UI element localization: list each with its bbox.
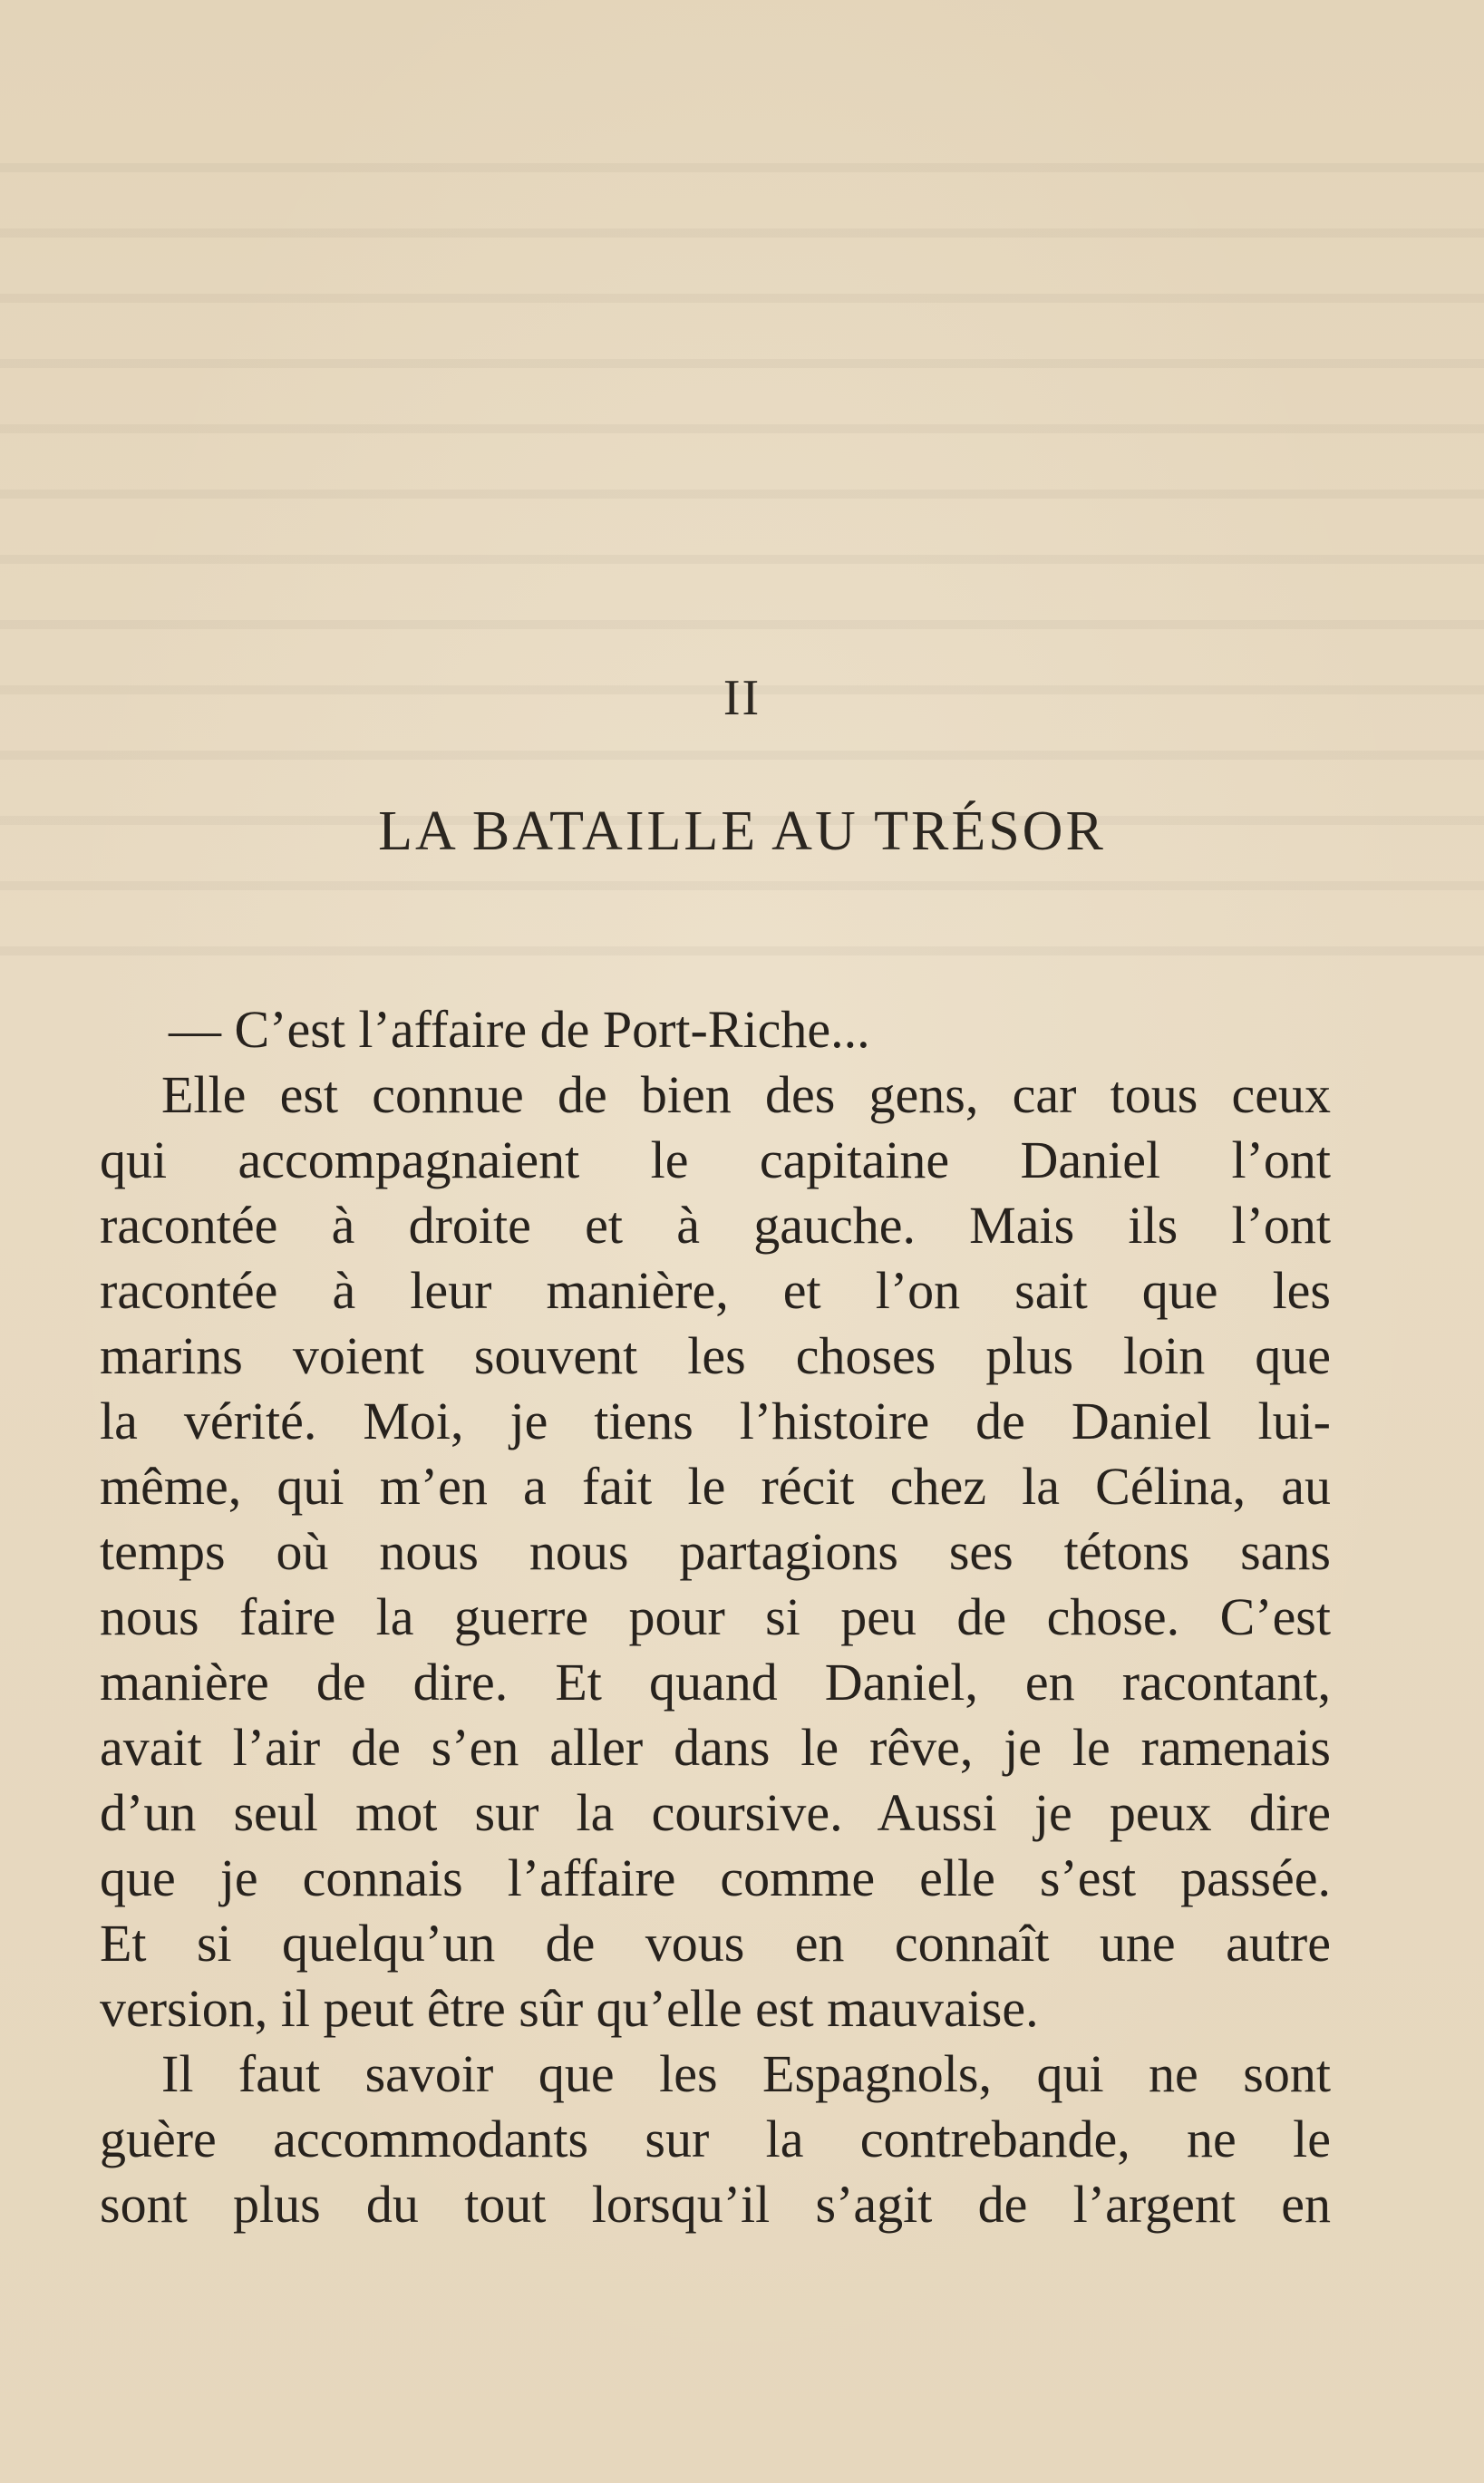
- text-line: même, qui m’en a fait le récit chez la Célina, au: [100, 1457, 1331, 1516]
- text-line: racontée à leur manière, et l’on sait que les: [100, 1261, 1331, 1320]
- text-line: que je connais l’affaire comme elle s’est passée.: [100, 1848, 1331, 1907]
- text-line: temps où nous nous partagions ses tétons sans: [100, 1522, 1331, 1581]
- text-line: Elle est connue de bien des gens, car tous ceux: [161, 1065, 1331, 1124]
- text-line: racontée à droite et à gauche. Mais ils l’ont: [100, 1196, 1331, 1255]
- text-line: d’un seul mot sur la coursive. Aussi je peux dire: [100, 1783, 1331, 1842]
- text-line: Et si quelqu’un de vous en connaît une autre: [100, 1914, 1331, 1973]
- text-line: version, il peut être sûr qu’elle est mauvaise.: [100, 1979, 1039, 2038]
- text-line: — C’est l’affaire de Port-Riche...: [169, 1000, 870, 1059]
- text-line: manière de dire. Et quand Daniel, en racontant,: [100, 1653, 1331, 1712]
- text-line: nous faire la guerre pour si peu de chose. C’est: [100, 1587, 1331, 1646]
- text-line: qui accompagnaient le capitaine Daniel l’ont: [100, 1130, 1331, 1189]
- chapter-title: LA BATAILLE AU TRÉSOR: [378, 800, 1106, 862]
- chapter-number: II: [723, 670, 761, 726]
- text-line: guère accommodants sur la contrebande, ne le: [100, 2110, 1331, 2168]
- text-line: marins voient souvent les choses plus loin que: [100, 1326, 1331, 1385]
- body-text: [100, 997, 1331, 2237]
- text-line: sont plus du tout lorsqu’il s’agit de l’argent en: [100, 2175, 1331, 2234]
- text-line: la vérité. Moi, je tiens l’histoire de Daniel lui-: [100, 1392, 1331, 1450]
- text-line: Il faut savoir que les Espagnols, qui ne sont: [161, 2044, 1331, 2103]
- text-line: avait l’air de s’en aller dans le rêve, je le ramenais: [100, 1718, 1331, 1777]
